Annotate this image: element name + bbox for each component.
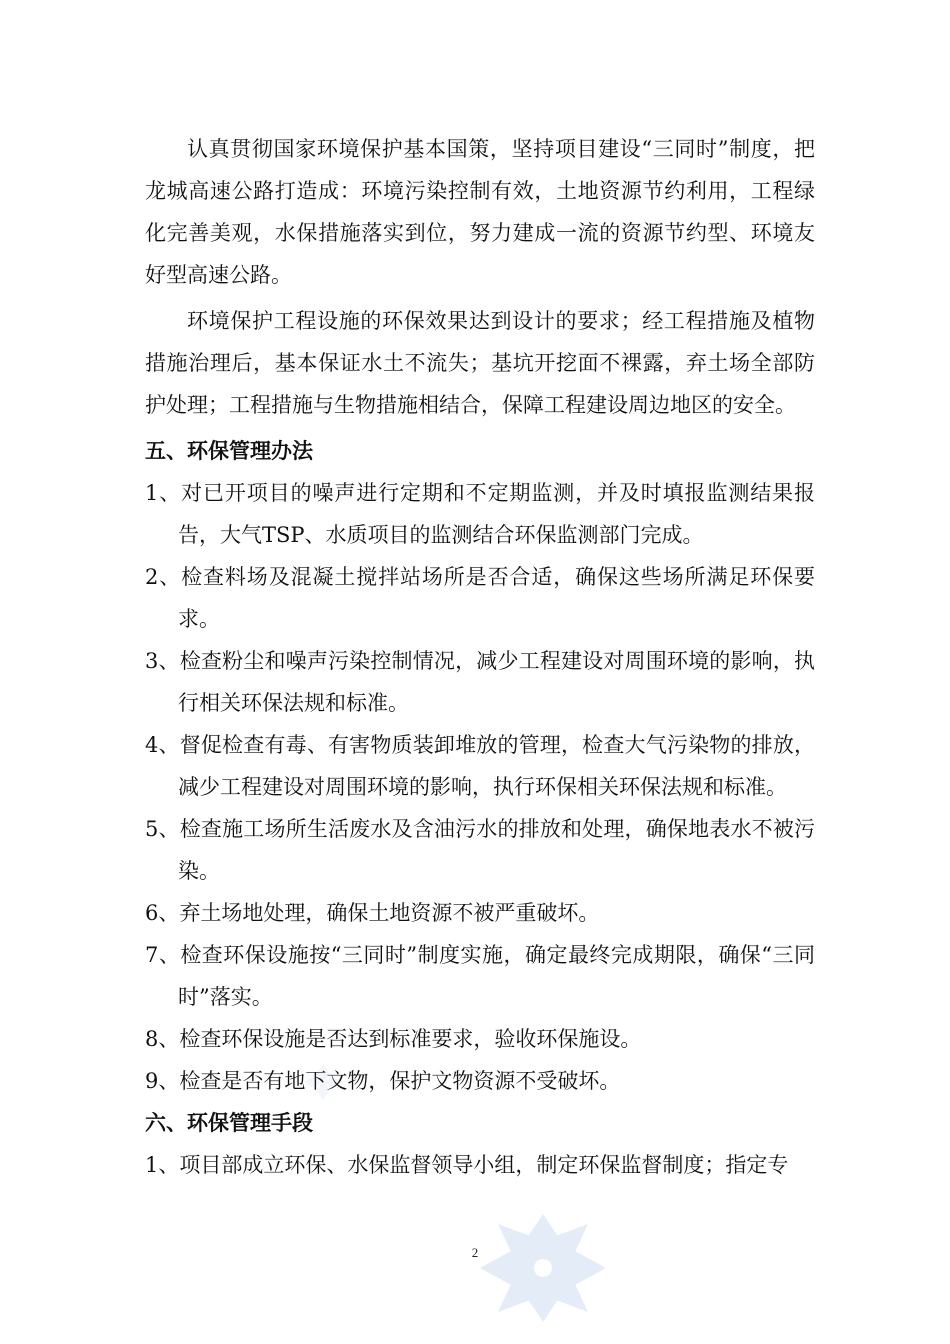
intro-paragraph-1: 认真贯彻国家环境保护基本国策，坚持项目建设“三同时”制度，把龙城高速公路打造成：环境污染控制有效，土地资源节约利用，工程绿化完善美观，水保措施落实到位，努力建成一流的资源节约型、环境友好型高速公路。 bbox=[145, 137, 815, 287]
list-item: 1、项目部成立环保、水保监督领导小组，制定环保监督制度；指定专 bbox=[145, 1153, 789, 1177]
section-5-list bbox=[145, 472, 815, 1102]
section-5-heading: 五、环保管理办法 bbox=[145, 439, 313, 463]
list-item: 9、检查是否有地下文物，保护文物资源不受破坏。 bbox=[145, 1069, 621, 1093]
section-6-list bbox=[145, 1144, 815, 1186]
document-body bbox=[145, 128, 815, 1186]
list-item: 2、检查料场及混凝土搅拌站场所是否合适，确保这些场所满足环保要求。 bbox=[145, 565, 815, 631]
list-item: 3、检查粉尘和噪声污染控制情况，减少工程建设对周围环境的影响，执行相关环保法规和标准。 bbox=[145, 649, 815, 715]
intro-paragraph-2: 环境保护工程设施的环保效果达到设计的要求；经工程措施及植物措施治理后，基本保证水土不流失；基坑开挖面不裸露，弃土场全部防护处理；工程措施与生物措施相结合，保障工程建设周边地区的安全。 bbox=[145, 309, 815, 417]
list-item: 1、对已开项目的噪声进行定期和不定期监测，并及时填报监测结果报告，大气TSP、水质项目的监测结合环保监测部门完成。 bbox=[145, 481, 815, 547]
list-item: 8、检查环保设施是否达到标准要求，验收环保施设。 bbox=[145, 1027, 642, 1051]
watermark-logo-icon bbox=[468, 1210, 618, 1344]
list-item: 7、检查环保设施按“三同时”制度实施，确定最终完成期限，确保“三同时”落实。 bbox=[145, 943, 815, 1009]
list-item: 4、督促检查有毒、有害物质装卸堆放的管理，检查大气污染物的排放，减少工程建设对周围环境的影响，执行环保相关环保法规和标准。 bbox=[145, 733, 815, 799]
watermark-small-icon bbox=[300, 1062, 346, 1102]
list-item: 5、检查施工场所生活废水及含油污水的排放和处理，确保地表水不被污染。 bbox=[145, 817, 815, 883]
page-number: 2 bbox=[471, 1245, 479, 1260]
section-6-heading: 六、环保管理手段 bbox=[145, 1111, 313, 1135]
list-item: 6、弃土场地处理，确保土地资源不被严重破坏。 bbox=[145, 901, 600, 925]
